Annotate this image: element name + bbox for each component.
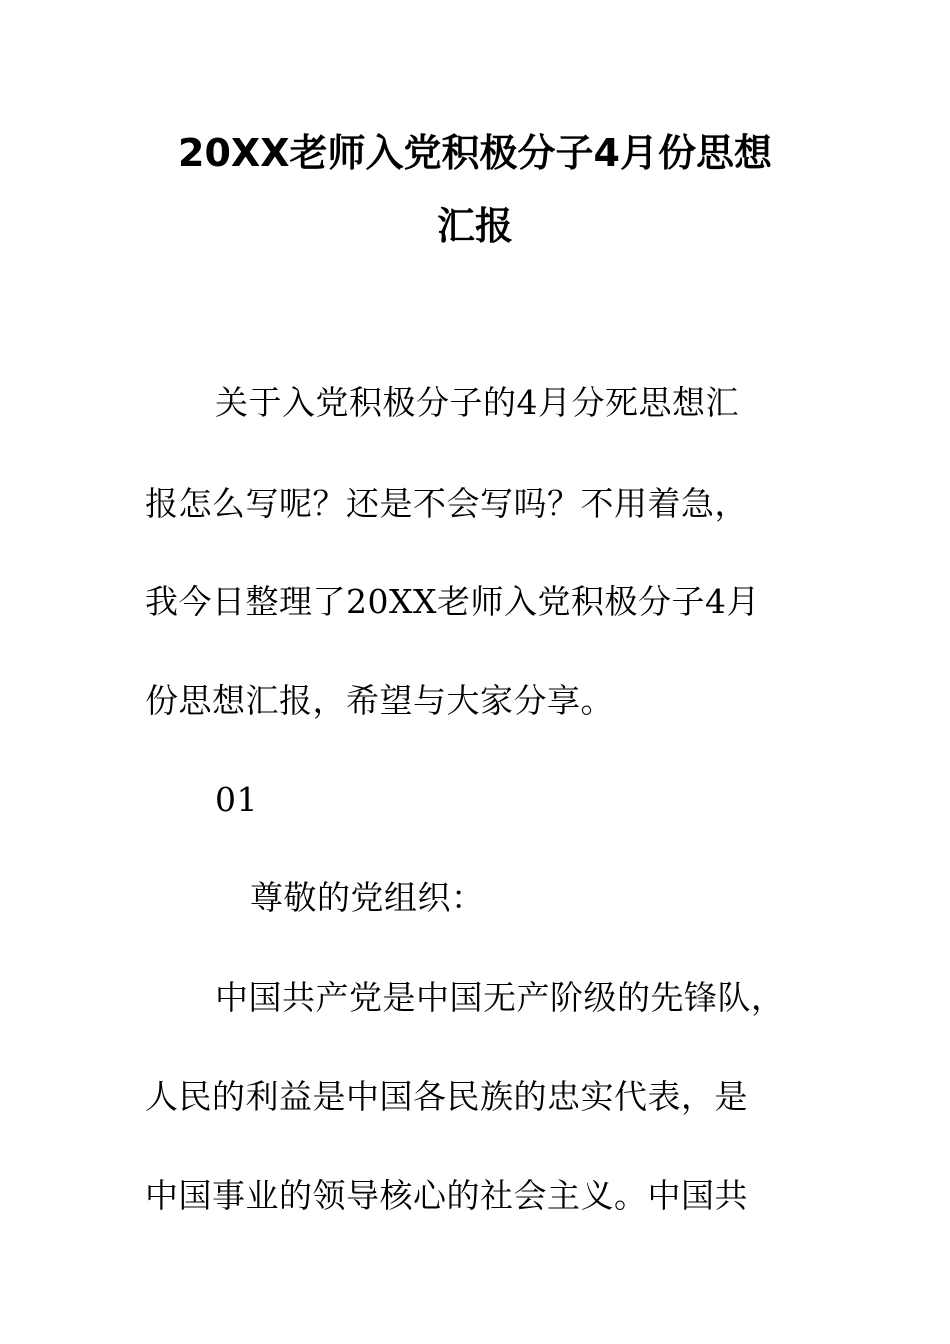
- salutation: 尊敬的党组织：: [250, 878, 485, 917]
- body-paragraph-line-2: 人民的利益是中国各民族的忠实代表，是: [145, 1077, 748, 1116]
- section-number: 01: [215, 780, 258, 819]
- intro-paragraph-line-4: 份思想汇报，希望与大家分享。: [145, 681, 614, 720]
- body-paragraph-line-3: 中国事业的领导核心的社会主义。中国共: [145, 1176, 748, 1215]
- intro-paragraph-line-3: 我今日整理了20XX老师入党积极分子4月: [145, 582, 760, 621]
- intro-paragraph-line-1: 关于入党积极分子的4月分死思想汇: [215, 383, 739, 422]
- intro-paragraph-line-2: 报怎么写呢？还是不会写吗？不用着急，: [145, 484, 748, 523]
- document-title-line-2: 汇报: [436, 204, 513, 248]
- document-title-line-1: 20XX老师入党积极分子4月份思想: [178, 131, 772, 175]
- body-paragraph-line-1: 中国共产党是中国无产阶级的先锋队，: [215, 978, 785, 1017]
